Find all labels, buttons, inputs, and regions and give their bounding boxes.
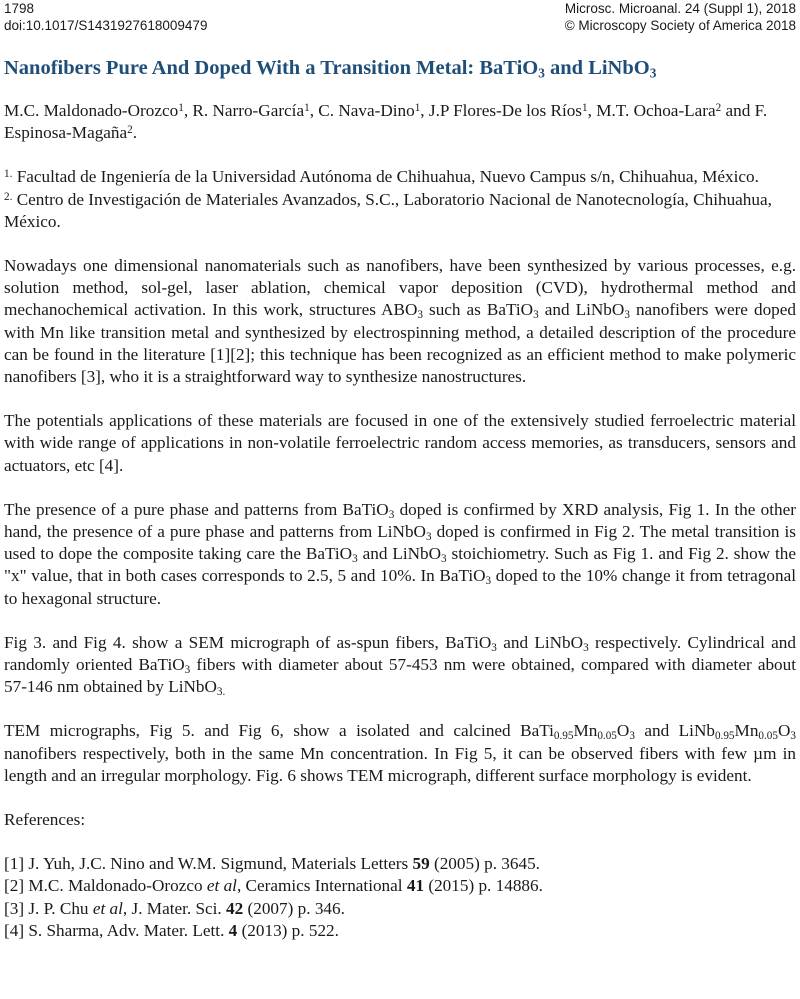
affiliation-1: $^{1.}$ Facultad de Ingeniería de la Universidad Autónoma de Chihuahua, Nuevo Campus s/n, Chihuahua, México. bbox=[4, 167, 759, 187]
running-header bbox=[4, 0, 796, 34]
paragraph-intro: Nowadays one dimensional nanomaterials such as nanofibers, have been synthesized by various processes, e.g. solution method, sol-gel, laser ablation, chemical vapor deposition (CVD), hydrothermal method and mechanochemical activation. In this work, structures $ABO_3$ such as BaTiO$_3$ and LiNbO$_3$ nanofibers were doped with Mn like transition metal and synthesized by electrospinning method, a detailed description of the procedure can be found in the literature [1][2]; this technique has been recognized as an efficient method to make polymeric nanofibers [3], who it is a straightforward way to synthesize nanostructures. bbox=[4, 256, 796, 387]
reference-item: [1] J. Yuh, J.C. Nino and W.M. Sigmund, Materials Letters 59 (2005) p. 3645. bbox=[4, 854, 540, 874]
references bbox=[4, 809, 796, 942]
references-heading: References: bbox=[4, 810, 86, 830]
paragraph-sem: Fig 3. and Fig 4. show a SEM micrograph of as-spun fibers, BaTiO$_3$ and LiNbO$_3$ respectively. Cylindrical and randomly oriented BaTiO$_3$ fibers with diameter about 57-453 nm were obtained, compared with diameter about 57-146 nm obtained by LiNbO$_{3.}$ bbox=[4, 632, 797, 699]
paragraph-tem: TEM micrographs, Fig 5. and Fig 6, show a isolated and calcined $BaTi_{0.95}Mn_{0.05}O_3$ and $LiNb_{0.95}Mn_{0.05}O_3$ nanofibers respectively, both in the same Mn concentration. In Fig 5, it can be observed fibers with few µm in length and an irregular morphology. Fig. 6 shows TEM micrograph, different surface morphology is evident. bbox=[4, 721, 796, 785]
paragraph-xrd: The presence of a pure phase and patterns from BaTiO$_3$ doped is confirmed by XRD analysis, Fig 1. In the other hand, the presence of a pure phase and patterns from LiNbO$_3$ doped is confirmed in Fig 2. The metal transition is used to dope the composite taking care the BaTiO$_3$ and LiNbO$_3$ stoichiometry. Such as Fig 1. and Fig 2. show the "x" value, that in both cases corresponds to 2.5, 5 and 10%. In BaTiO$_3$ doped to the 10% change it from tetragonal to hexagonal structure. bbox=[4, 499, 796, 608]
reference-item: [3] J. P. Chu et al, J. Mater. Sci. 42 (2007) p. 346. bbox=[4, 898, 345, 918]
paragraph-applications: The potentials applications of these materials are focused in one of the extensively studied ferroelectric material with wide range of applications in non-volatile ferroelectric random access memories, as transducers, sensors and actuators, etc [4]. bbox=[4, 411, 796, 475]
paper-body bbox=[4, 56, 796, 942]
page-number: 1798 bbox=[4, 1, 35, 16]
reference-item: [4] S. Sharma, Adv. Mater. Lett. 4 (2013) p. 522. bbox=[4, 920, 339, 940]
doi: doi:10.1017/S1431927618009479 bbox=[4, 18, 208, 33]
paper-title: Nanofibers Pure And Doped With a Transition Metal: BaTiO$_3$ and LiNbO$_3$ bbox=[4, 57, 657, 81]
copyright: © Microscopy Society of America 2018 bbox=[564, 18, 796, 33]
reference-item: [2] M.C. Maldonado-Orozco et al, Ceramics International 41 (2015) p. 14886. bbox=[4, 876, 543, 896]
journal-citation: Microsc. Microanal. 24 (Suppl 1), 2018 bbox=[564, 1, 796, 16]
affiliation-2: $^{2.}$ Centro de Investigación de Materiales Avanzados, S.C., Laboratorio Nacional de Nanotecnología, Chihuahua, México. bbox=[4, 189, 772, 231]
author-list: M.C. Maldonado-Orozco$^1$, R. Narro-García$^1$, C. Nava-Dino$^1$, J.P Flores-De los Ríos$^1$, M.T. Ochoa-Lara$^2$ and F. Espinosa-Magaña$^2$. bbox=[4, 101, 768, 143]
